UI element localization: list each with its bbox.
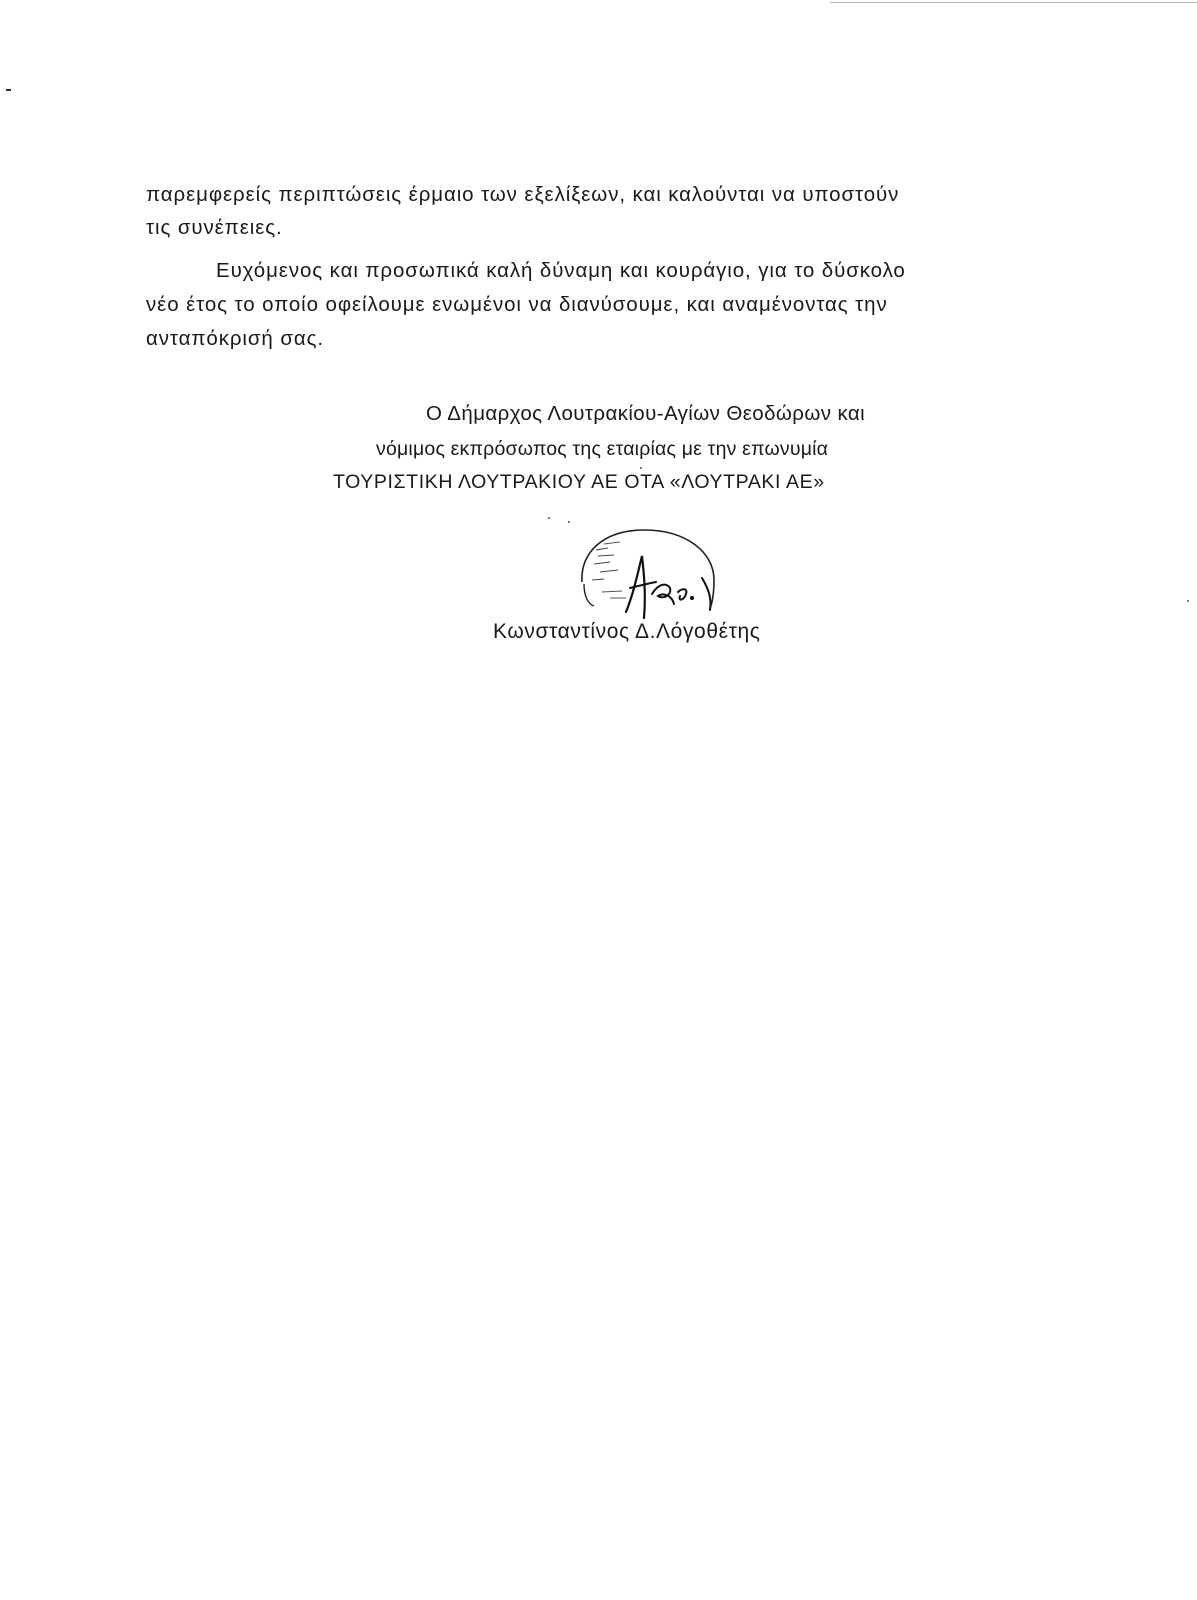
paragraph-1-line-2: τις συνέπειες. <box>146 216 283 239</box>
paragraph-2-line-2: νέο έτος το οποίο οφείλουμε ενωμένοι να διανύσουμε, και αναμένοντας την <box>146 293 888 316</box>
signer-name: Κωνσταντίνος Δ.Λόγοθέτης <box>493 620 761 643</box>
paragraph-2-line-3: ανταπόκρισή σας. <box>146 327 324 350</box>
signature-title-line-1: Ο Δήμαρχος Λουτρακίου-Αγίων Θεοδώρων και <box>426 402 866 425</box>
scan-artifact-mark <box>6 89 11 91</box>
paragraph-1-line-1: παρεμφερείς περιπτώσεις έρμαιο των εξελίξεων, και καλούνται να υποστούν <box>146 183 900 206</box>
scan-edge-line <box>830 2 1197 3</box>
paragraph-2-line-1: Ευχόμενος και προσωπικά καλή δύναμη και κουράγιο, για το δύσκολο <box>216 259 906 282</box>
signature-title-line-3: ΤΟΥΡΙΣΤΙΚΗ ΛΟΥΤΡΑΚΙΟΥ ΑΕ ΟΤΑ «ΛΟΥΤΡΑΚΙ ΑΕ» <box>333 471 825 493</box>
signature-title-line-2: νόμιμος εκπρόσωπος της εταιρίας με την επωνυμία <box>376 438 829 460</box>
